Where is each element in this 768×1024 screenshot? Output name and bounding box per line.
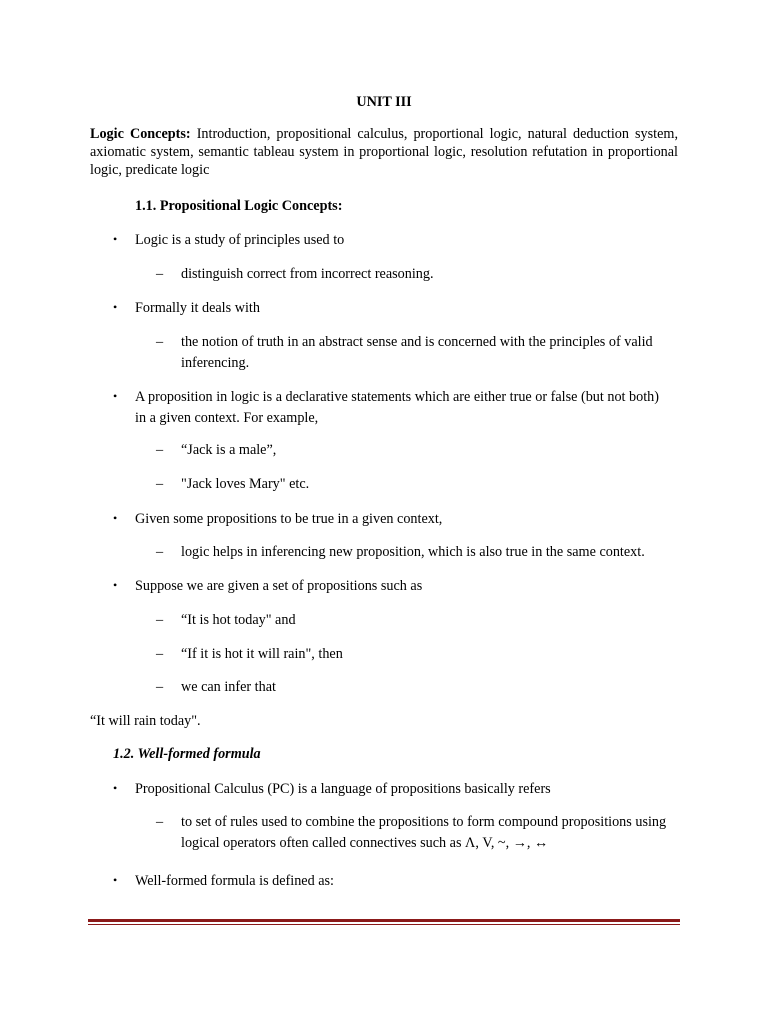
dash-icon: – [156,544,164,560]
bullet-icon: • [113,300,118,314]
sub-text: to set of rules used to combine the propositions to form compound propositions using logical operators often called connectives such as Λ, V, ~, →, ↔ [181,814,667,851]
bullet-text: A proposition in logic is a declarative statements which are either true or false (but not both) in a given context. For example, [135,389,659,426]
bullet-text: Suppose we are given a set of propositions such as [135,578,423,594]
sub-text: “Jack is a male”, [181,442,277,458]
bullet-icon: • [113,781,118,795]
section-heading-2: 1.2. Well-formed formula [113,746,261,762]
bullet-text: Given some propositions to be true in a given context, [135,511,443,527]
intro-paragraph [90,125,678,179]
sub-text: the notion of truth in an abstract sense and is concerned with the principles of valid inferencing. [181,334,653,371]
bullet-icon: • [113,232,118,246]
bullet-icon: • [113,511,118,525]
bullet-text: Propositional Calculus (PC) is a language of propositions basically refers [135,781,551,797]
sub-text: "Jack loves Mary" etc. [181,476,310,492]
bullet-text: Well-formed formula is defined as: [135,873,334,889]
dash-icon: – [156,679,164,695]
bullet-text: Formally it deals with [135,300,260,316]
section-heading-1: 1.1. Propositional Logic Concepts: [135,198,343,214]
bullet-icon: • [113,389,118,403]
dash-icon: – [156,612,164,628]
sub-text: “If it is hot it will rain", then [181,646,343,662]
dash-icon: – [156,442,164,458]
footer-rule [88,919,680,922]
intro-text: Introduction, propositional calculus, proportional logic, natural deduction system, axiomatic system, semantic tableau system in proportional logic, resolution refutation in proportional logic, predicate logic [90,126,678,178]
page-title: UNIT III [356,94,412,110]
intro-label: Logic Concepts: [90,126,191,142]
bullet-icon: • [113,873,118,887]
sub-text: distinguish correct from incorrect reasoning. [181,266,434,282]
dash-icon: – [156,334,164,350]
sub-text: logic helps in inferencing new proposition, which is also true in the same context. [181,544,645,560]
sub-text: we can infer that [181,679,276,695]
dash-icon: – [156,814,164,830]
dash-icon: – [156,266,164,282]
sub-text: “It is hot today" and [181,612,296,628]
footer-rule-thin [88,924,680,925]
dash-icon: – [156,476,164,492]
bullet-icon: • [113,578,118,592]
dash-icon: – [156,646,164,662]
bullet-text: Logic is a study of principles used to [135,232,345,248]
conclusion-text: “It will rain today". [90,713,201,729]
